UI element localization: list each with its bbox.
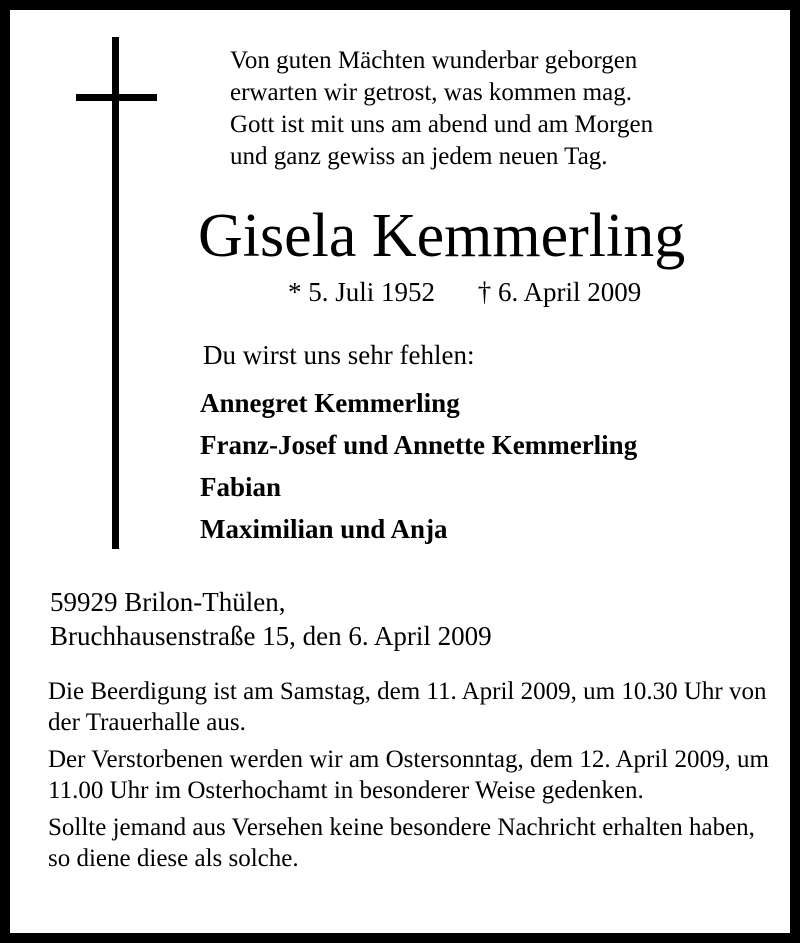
deceased-name: Gisela Kemmerling (198, 202, 686, 270)
notification-notice: Sollte jemand aus Versehen keine besondere Nachricht erhalten haben, so diene diese als solche. (48, 814, 755, 872)
mourner-name: Fabian (200, 472, 282, 502)
mourning-intro: Du wirst uns sehr fehlen: (203, 340, 475, 370)
address-line: 59929 Brilon-Thülen, (50, 587, 286, 617)
life-dates (288, 275, 641, 309)
verse-line: und ganz gewiss an jedem neuen Tag. (230, 143, 608, 170)
mourner-name: Maximilian und Anja (200, 514, 448, 544)
notices (48, 676, 778, 880)
address (50, 585, 492, 653)
mourner-name: Franz-Josef und Annette Kemmerling (200, 430, 638, 460)
mourner-list (200, 382, 637, 550)
verse-line: Gott ist mit uns am abend und am Morgen (230, 111, 654, 138)
mass-notice: Der Verstorbenen werden wir am Ostersonntag, dem 12. April 2009, um 11.00 Uhr im Osterhochamt in besonderer Weise gedenken. (48, 746, 769, 804)
funeral-notice: Die Beerdigung ist am Samstag, dem 11. April 2009, um 10.30 Uhr von der Trauerhalle aus. (48, 678, 767, 736)
cross-icon (112, 37, 119, 549)
mourner-name: Annegret Kemmerling (200, 388, 460, 418)
cross-icon-crossbar (76, 94, 157, 101)
verse-line: Von guten Mächten wunderbar geborgen (230, 47, 638, 74)
verse (230, 45, 750, 173)
birth-date: * 5. Juli 1952 (288, 277, 436, 307)
address-line: Bruchhausenstraße 15, den 6. April 2009 (50, 621, 492, 651)
verse-line: erwarten wir getrost, was kommen mag. (230, 79, 632, 106)
death-date: † 6. April 2009 (477, 277, 642, 307)
